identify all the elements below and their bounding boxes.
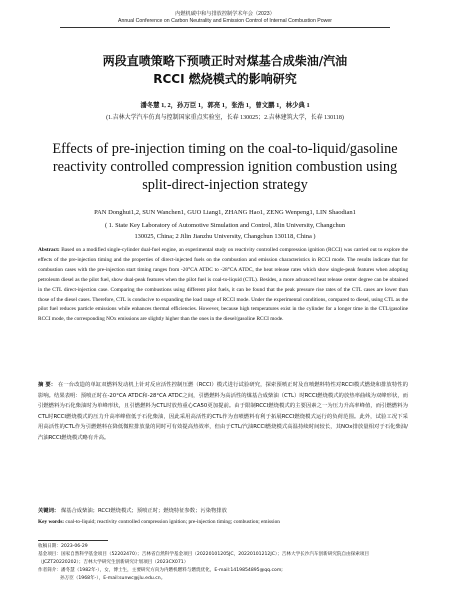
keywords-en-text: coal-to-liquid; reactivity controlled compression ignition; pre-injection timing; combustion; emission: [65, 519, 280, 525]
running-header-cn: 内燃机碳中和与排放控制学术年会（2023）: [175, 11, 275, 17]
abstract-cn: [38, 380, 408, 443]
keywords-en: [38, 518, 408, 526]
abstract-en-label: Abstract:: [38, 247, 60, 253]
abstract-cn-label: 摘 要：: [38, 382, 57, 388]
keywords-cn: [38, 507, 408, 515]
title-cn-line2: RCCI 燃烧模式的影响研究: [153, 72, 297, 86]
affiliation-en-line1: ( 1. State Key Laboratory of Automotive Simulation and Control, Jilin University, Changchun: [104, 222, 346, 229]
keywords-cn-text: 煤基合成柴油；RCCI燃烧模式；预喷正时；燃烧特征参数；污染物排放: [60, 508, 227, 514]
header-divider: [60, 27, 390, 28]
footnote-author1: 作者简介：潘冬慧（1982年-），女，博士生，主要研究方向为内燃机燃料与燃烧优化，E-mail:1419854895@qq.com;: [38, 568, 283, 573]
title-en-line1: Effects of pre-injection timing on the coal-to-liquid/gasoline: [52, 141, 398, 157]
footnote-author2: 孙万臣（1968年-），E-mail:sunwc@jlu.edu.cn。: [60, 576, 166, 581]
footnote-divider: [38, 540, 108, 541]
footnote-funding: 基金项目：国家自然科学基金项目（52202470）；吉林省自然科学基金项目（20220101205JC，20220101212JC）；吉林大学长沙汽车创新研究院自由探索项目（JCZT20220202）；吉林大学研究生创新研究计划项目（2023CX071）: [38, 552, 370, 565]
keywords-cn-label: 关键词：: [38, 508, 60, 514]
keywords-en-label: Key words:: [38, 519, 65, 525]
affiliation-en-line2: 130025, China; 2 Jilin Jianzhu University, Changchun 130118, China ): [134, 233, 316, 240]
title-en-line2: reactivity controlled compression ignition combustion using: [52, 159, 398, 175]
title-cn-line1: 两段直喷策略下预喷正时对煤基合成柴油/汽油: [102, 54, 348, 68]
running-header-en: Annual Conference on Carbon Neutrality and Emission Control of Internal Combustion Power: [118, 18, 332, 24]
affiliation-cn: (1.吉林大学汽车仿真与控制国家重点实验室，长春 130025；2.吉林建筑大学，长春 130118): [106, 115, 344, 121]
footnote-received: 收稿日期：2023-06-29: [38, 544, 88, 549]
authors-cn: 潘冬慧 1, 2，孙万臣 1，郭亮 1，张浩 1，曾文鹏 1，林少典 1: [140, 102, 310, 109]
abstract-en-text: Based on a modified single-cylinder dual-fuel engine, an experimental study on reactivity controlled compression ignition (RCCI) was carried out to explore the effects of the pre-injection timing and the properties of direct-injected fuels on the combustion and emission characteristics in RCCI mode. The results indicate that for combustion cases with the pre-injection start timing ranges from -20°CA ATDC to -28°CA ATDC, the heat release rates which show single-peak features when adopting petroleum diesel as the pilot fuel, show dual-peak features when the pilot fuel is coal-to-liquid (CTL). Besides, a more advanced heat release center degree can be obtained in the CTL direct-injection case. Comparing the combustions using different pilot fuels, it can be found that the peak pressure rise rates of the CTL cases are lower than those of the diesel cases. Therefore, CTL is conducive to expanding the load range of RCCI mode. Under the experimental conditions, compared to diesel, using CTL as the pilot fuel reduces particle emissions while enhances thermal efficiencies. However, because high temperatures exist in the cylinder for a longer time in the CTL/gasoline RCCI mode, the corresponding NOx emissions are slightly higher than the ones in the diesel/gasoline RCCI mode.: [38, 247, 408, 323]
title-en-line3: split-direct-injection strategy: [142, 177, 308, 193]
abstract-en: [38, 246, 408, 325]
authors-en: PAN Donghui1,2, SUN Wanchen1, GUO Liang1, ZHANG Hao1, ZENG Wenpeng1, LIN Shaodian1: [94, 209, 356, 216]
abstract-cn-text: 在一台改造的单缸双燃料发动机上针对反应活性控制压燃（RCCI）模式进行试验研究，探索预喷正时及直喷燃料特性对RCCI模式燃烧和排放特性的影响。结果表明：预喷正时在-20°CA ATDC和-28°CA ATDC之间，引燃燃料为高活性的煤基合成柴油（CTL）时RCCI燃烧模式的放热率曲线为双峰形状，而引燃燃料为石化柴油时为单峰形状，且引燃燃料为CTL时放热重心CA50更加提前。由于限制RCCI燃烧模式的主要因素之一为压力升高率峰值，而引燃燃料为CTL时RCCI燃烧模式的压力升高率峰值低于石化柴油，因此采用高活性的CTL作为直喷燃料有利于拓展RCCI燃烧模式运行的负荷范围。此外，试验工况下采用高活性的CTL作为引燃燃料在降低微粒排放量的同时可有效提高热效率，但由于CTL/汽油RCCI燃烧模式高温持续时间较长，其NOx排放量相对于石化柴油/汽油RCCI燃烧模式略有升高。: [38, 382, 408, 441]
